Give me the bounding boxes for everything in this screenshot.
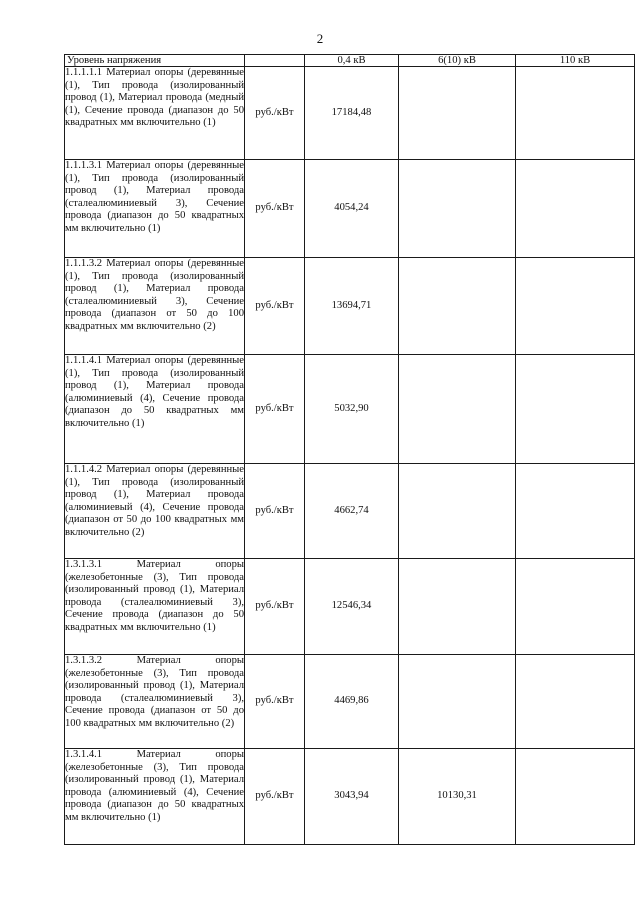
table-row [65, 464, 635, 559]
row-unit: руб./кВт [245, 464, 305, 559]
row-value-0-4kv: 13694,71 [305, 258, 399, 355]
header-6-10kv: 6(10) кВ [399, 55, 516, 67]
row-unit: руб./кВт [245, 559, 305, 655]
row-description: 1.1.1.4.1 Материал опоры (деревянные (1), Тип провода (изолированный провод (1), Материал провода (алюминиевый (4), Сечение провода (диапазон до 50 квадратных мм включительно (1) [65, 355, 245, 464]
row-unit: руб./кВт [245, 355, 305, 464]
header-unit [245, 55, 305, 67]
row-value-110kv [516, 464, 635, 559]
row-value-6-10kv [399, 258, 516, 355]
row-description: 1.3.1.3.1 Материал опоры (железобетонные (3), Тип провода (изолированный провод (1), Материал провода (сталеалюминиевый 3), Сечение провода (диапазон до 50 квадратных мм включительно (1) [65, 559, 245, 655]
row-value-6-10kv [399, 655, 516, 749]
row-description: 1.3.1.3.2 Материал опоры (железобетонные (3), Тип провода (изолированный провод (1), Материал провода (сталеалюминиевый 3), Сечение провода (диапазон от 50 до 100 квадратных мм включительно (2) [65, 655, 245, 749]
row-description: 1.1.1.4.2 Материал опоры (деревянные (1), Тип провода (изолированный провод (1), Материал провода (алюминиевый (4), Сечение провода (диапазон от 50 до 100 квадратных мм включительно (2) [65, 464, 245, 559]
row-value-6-10kv [399, 559, 516, 655]
row-value-110kv [516, 749, 635, 845]
table-row [65, 655, 635, 749]
row-unit: руб./кВт [245, 655, 305, 749]
table-row [65, 355, 635, 464]
row-value-0-4kv: 4469,86 [305, 655, 399, 749]
row-value-0-4kv: 12546,34 [305, 559, 399, 655]
row-value-110kv [516, 258, 635, 355]
row-value-0-4kv: 4662,74 [305, 464, 399, 559]
row-value-6-10kv: 10130,31 [399, 749, 516, 845]
row-description: 1.1.1.3.2 Материал опоры (деревянные (1), Тип провода (изолированный провод (1), Материал провода (сталеалюминиевый 3), Сечение провода (диапазон от 50 до 100 квадратных мм включительно (2) [65, 258, 245, 355]
row-description: 1.1.1.3.1 Материал опоры (деревянные (1), Тип провода (изолированный провод (1), Материал провода (сталеалюминиевый 3), Сечение провода (диапазон до 50 квадратных мм включительно (1) [65, 160, 245, 258]
row-value-110kv [516, 655, 635, 749]
row-value-110kv [516, 355, 635, 464]
tariff-table [64, 54, 635, 845]
row-description: 1.1.1.1.1 Материал опоры (деревянные (1), Тип провода (изолированный провод (1), Материал провода (медный (1), Сечение провода (диапазон до 50 квадратных мм включительно (1) [65, 67, 245, 160]
row-value-6-10kv [399, 160, 516, 258]
row-unit: руб./кВт [245, 749, 305, 845]
row-unit: руб./кВт [245, 258, 305, 355]
header-voltage-level: Уровень напряжения [65, 55, 245, 67]
header-110kv: 110 кВ [516, 55, 635, 67]
row-unit: руб./кВт [245, 67, 305, 160]
table-row [65, 160, 635, 258]
row-value-6-10kv [399, 464, 516, 559]
row-value-110kv [516, 67, 635, 160]
table-row [65, 258, 635, 355]
row-unit: руб./кВт [245, 160, 305, 258]
table-row [65, 749, 635, 845]
row-value-6-10kv [399, 67, 516, 160]
row-value-0-4kv: 3043,94 [305, 749, 399, 845]
row-value-0-4kv: 5032,90 [305, 355, 399, 464]
row-value-110kv [516, 160, 635, 258]
table-header [65, 55, 635, 67]
row-value-0-4kv: 17184,48 [305, 67, 399, 160]
page-number: 2 [316, 31, 324, 46]
table-body [65, 67, 635, 845]
row-value-0-4kv: 4054,24 [305, 160, 399, 258]
row-value-6-10kv [399, 355, 516, 464]
header-row [65, 55, 635, 67]
table-row [65, 67, 635, 160]
header-0-4kv: 0,4 кВ [305, 55, 399, 67]
row-description: 1.3.1.4.1 Материал опоры (железобетонные (3), Тип провода (изолированный провод (1), Материал провода (алюминиевый (4), Сечение провода (диапазон до 50 квадратных мм включительно (1) [65, 749, 245, 845]
row-value-110kv [516, 559, 635, 655]
table-row [65, 559, 635, 655]
